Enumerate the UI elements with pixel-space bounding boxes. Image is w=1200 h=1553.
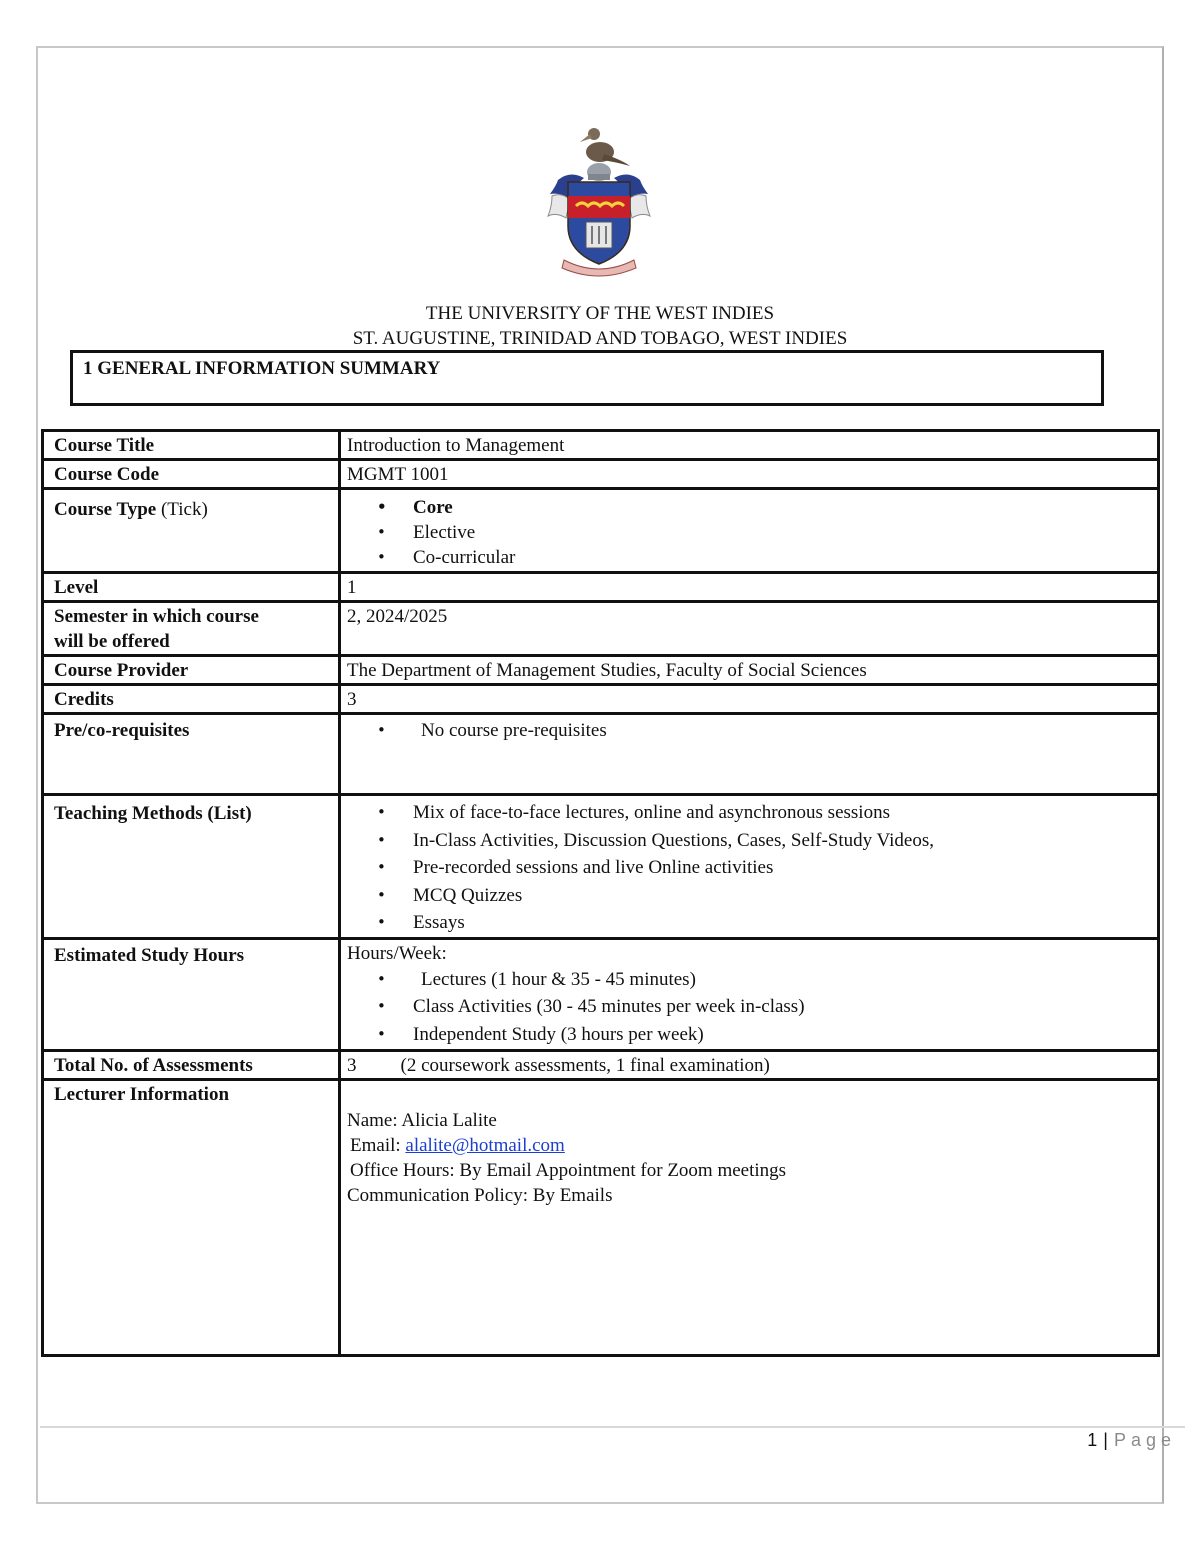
semester-label-line1: Semester in which course (54, 606, 259, 627)
page-footer (1087, 1430, 1176, 1451)
lecturer-label: Lecturer Information (43, 1079, 340, 1355)
study-hours-cell (340, 938, 1159, 1050)
table-row (43, 656, 1159, 685)
credits-value: 3 (340, 685, 1159, 714)
course-title-value: Introduction to Management (340, 431, 1159, 460)
section-heading: 1 GENERAL INFORMATION SUMMARY (70, 350, 1104, 406)
list-item: • Pre-recorded sessions and live Online activities (347, 854, 1149, 882)
assessments-detail: (2 coursework assessments, 1 final examination) (400, 1054, 770, 1076)
table-row (43, 431, 1159, 460)
table-row (43, 573, 1159, 602)
prerequisites-label: Pre/co-requisites (43, 714, 340, 795)
lecturer-office-hours: Office Hours: By Email Appointment for Zoom meetings (350, 1159, 787, 1181)
lecturer-info (340, 1079, 1159, 1355)
assessments-value (340, 1050, 1159, 1079)
semester-value: 2, 2024/2025 (340, 602, 1159, 656)
list-item: • Elective (347, 520, 1149, 545)
course-type-label (43, 489, 340, 573)
prerequisites-list (340, 714, 1159, 795)
list-item: • MCQ Quizzes (347, 882, 1149, 910)
level-label: Level (43, 573, 340, 602)
page-word: Page (1113, 1430, 1176, 1450)
table-row (43, 1050, 1159, 1079)
teaching-methods-label: Teaching Methods (List) (43, 795, 340, 939)
footer-separator: | (1103, 1430, 1108, 1450)
course-type-label-text: Course Type (54, 499, 157, 520)
university-name: THE UNIVERSITY OF THE WEST INDIES (425, 303, 775, 324)
assessments-count: 3 (347, 1054, 357, 1076)
level-value: 1 (340, 573, 1159, 602)
course-provider-value: The Department of Management Studies, Faculty of Social Sciences (340, 656, 1159, 685)
uwi-crest-icon (540, 122, 658, 278)
list-item: • Core (347, 495, 1149, 520)
list-item: • No course pre-requisites (347, 718, 1149, 743)
table-row (43, 489, 1159, 573)
page-number: 1 (1087, 1430, 1098, 1450)
course-code-label: Course Code (43, 460, 340, 489)
credits-label: Credits (43, 685, 340, 714)
lecturer-email-line (347, 1133, 1149, 1158)
table-row (43, 938, 1159, 1050)
table-row (43, 685, 1159, 714)
study-hours-heading: Hours/Week: (347, 942, 447, 964)
table-row (43, 714, 1159, 795)
list-item: • Mix of face-to-face lectures, online and asynchronous sessions (347, 799, 1149, 827)
list-item: • Lectures (1 hour & 35 - 45 minutes) (347, 966, 1149, 994)
table-row (43, 1079, 1159, 1355)
general-info-table (41, 429, 1160, 1357)
list-item: • Class Activities (30 - 45 minutes per week in-class) (347, 993, 1149, 1021)
study-hours-label: Estimated Study Hours (43, 938, 340, 1050)
semester-label-line2: will be offered (54, 631, 170, 652)
list-item: • Essays (347, 909, 1149, 937)
assessments-label: Total No. of Assessments (43, 1050, 340, 1079)
lecturer-email-label: Email: (350, 1134, 401, 1156)
course-provider-label: Course Provider (43, 656, 340, 685)
lecturer-name: Name: Alicia Lalite (347, 1109, 497, 1131)
semester-label (43, 602, 340, 656)
course-title-label: Course Title (43, 431, 340, 460)
course-type-label-suffix: (Tick) (160, 499, 208, 520)
table-row (43, 795, 1159, 939)
lecturer-communication-policy: Communication Policy: By Emails (347, 1184, 613, 1206)
list-item: • Co-curricular (347, 545, 1149, 570)
table-row (43, 602, 1159, 656)
list-item: • Independent Study (3 hours per week) (347, 1021, 1149, 1049)
campus-location: ST. AUGUSTINE, TRINIDAD AND TOBAGO, WEST INDIES (352, 328, 848, 349)
list-item: • In-Class Activities, Discussion Questions, Cases, Self-Study Videos, (347, 827, 1149, 855)
footer-divider (40, 1426, 1185, 1428)
table-row (43, 460, 1159, 489)
course-code-value: MGMT 1001 (340, 460, 1159, 489)
lecturer-email-link[interactable]: alalite@hotmail.com (405, 1134, 565, 1156)
teaching-methods-list (340, 795, 1159, 939)
course-type-list (340, 489, 1159, 573)
